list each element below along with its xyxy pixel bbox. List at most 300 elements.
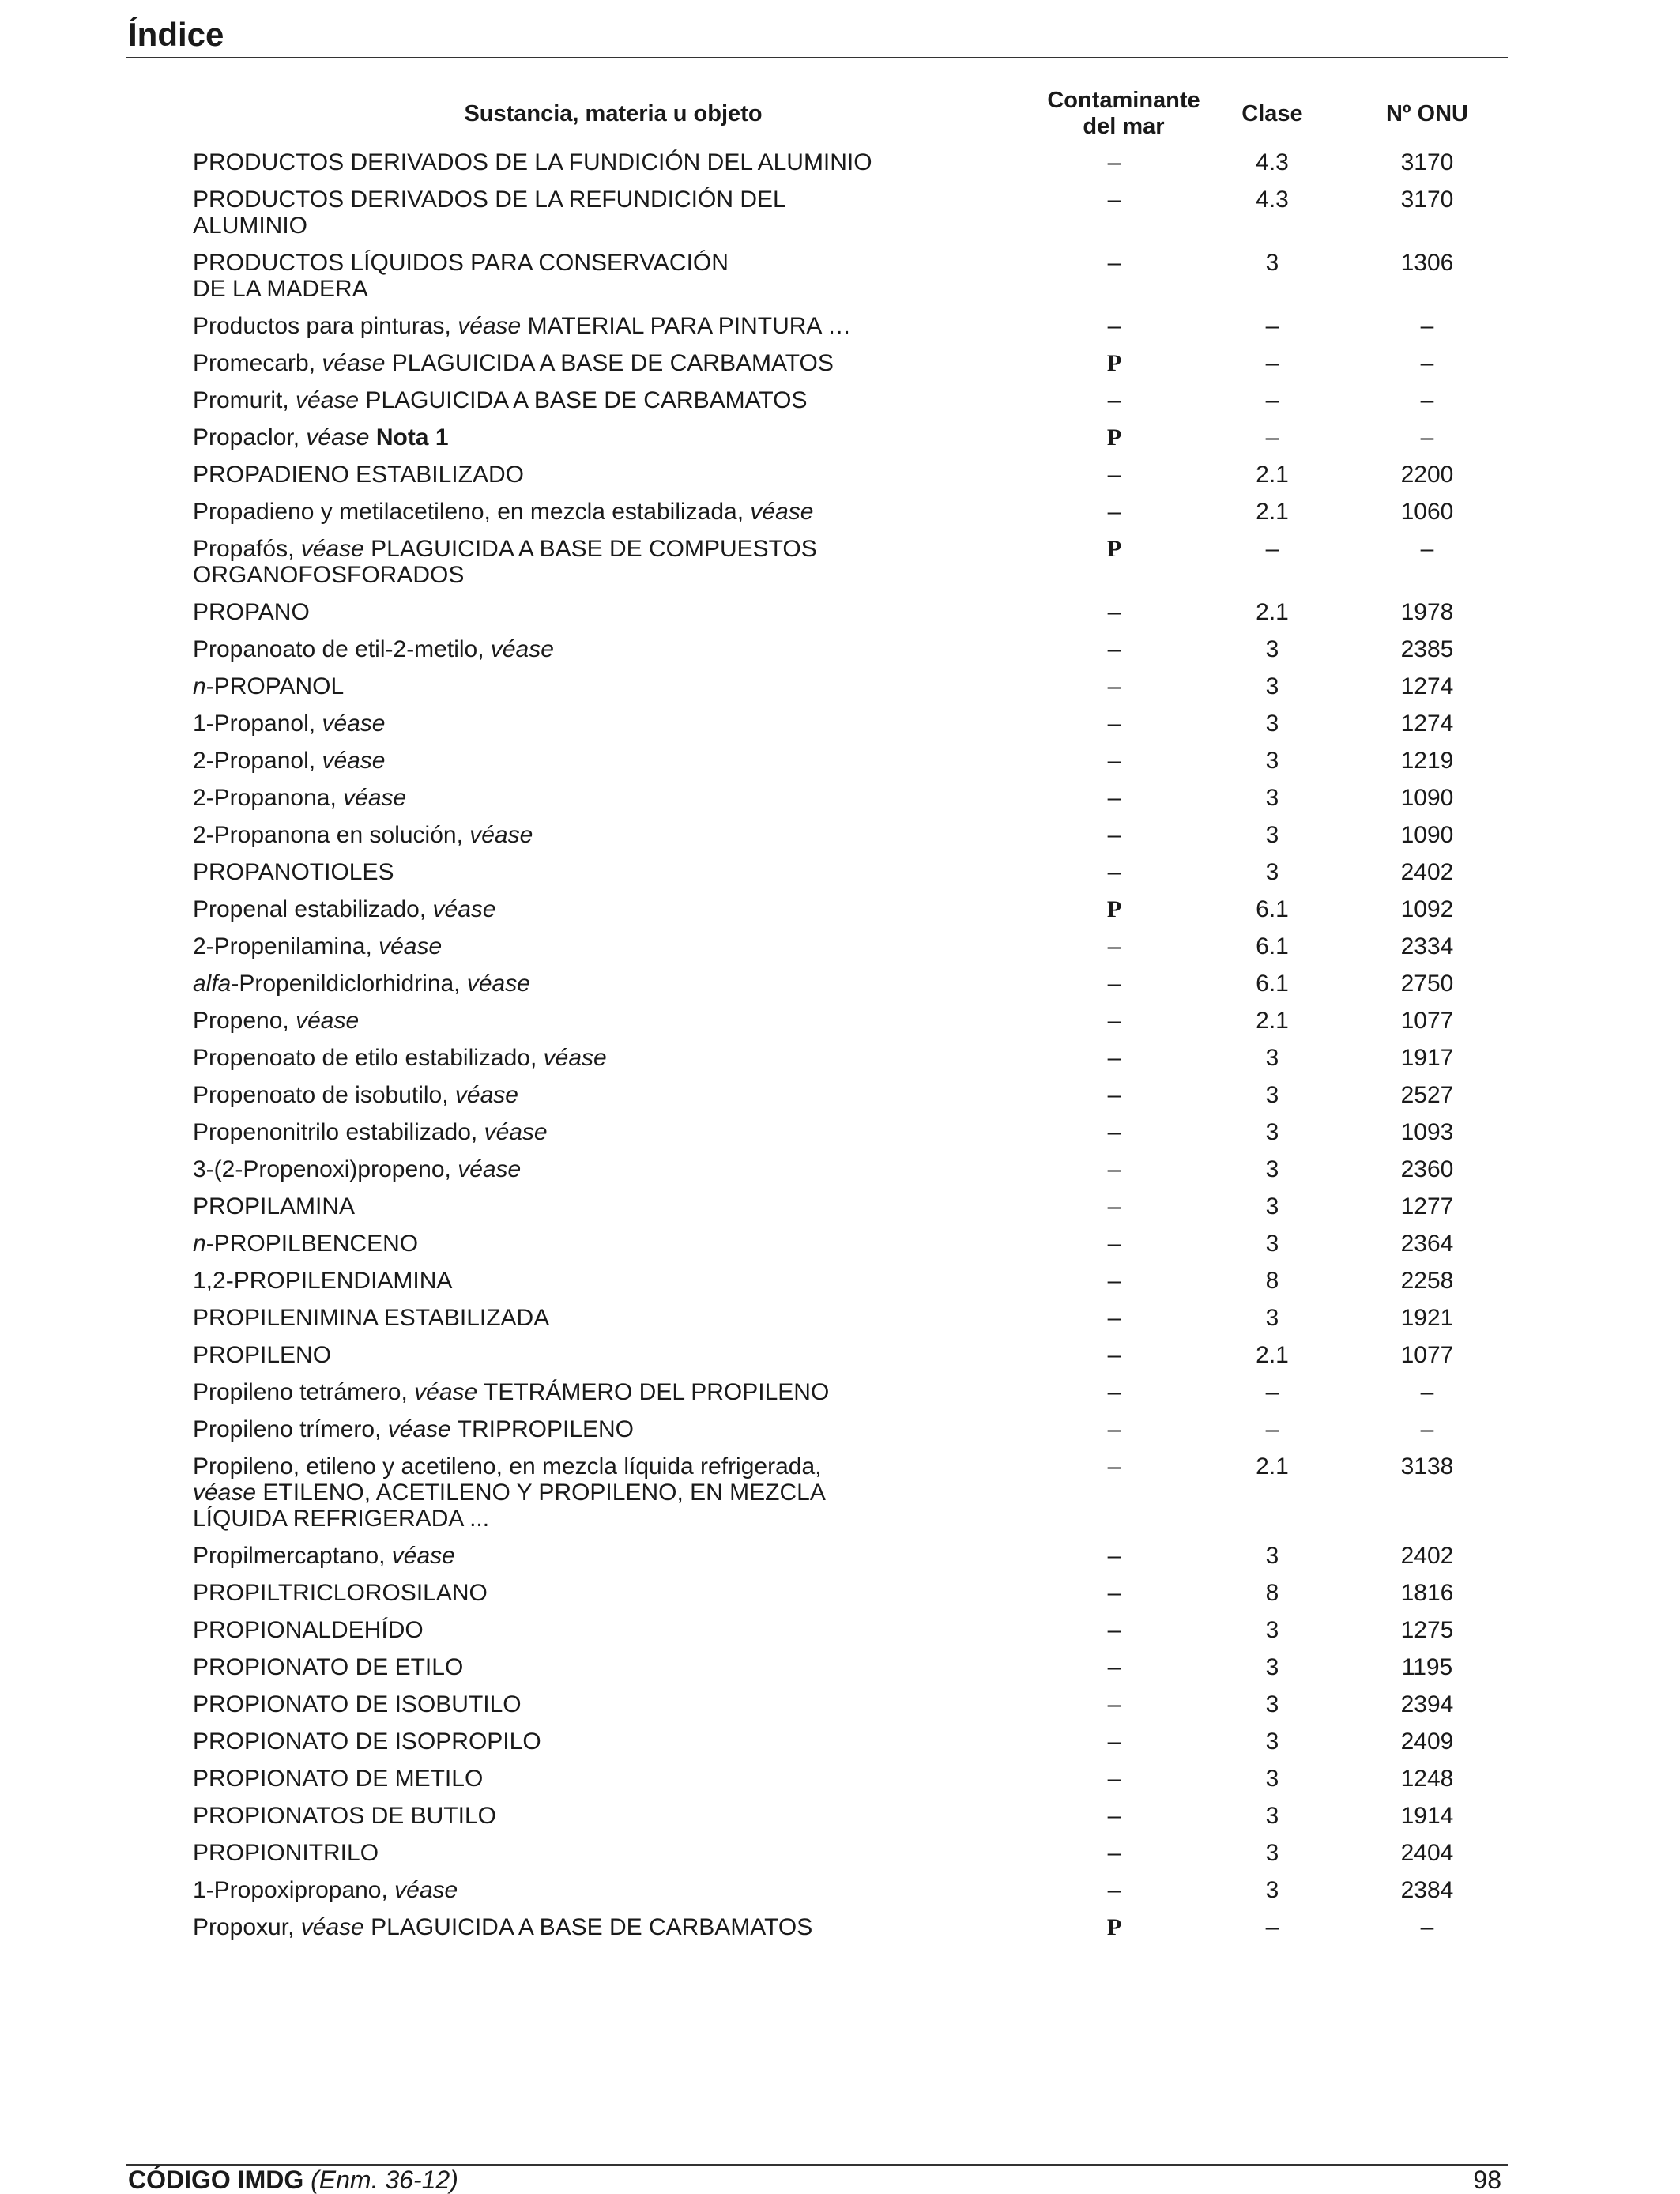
class-cell: 3 <box>1265 1193 1279 1220</box>
substance-name <box>193 1268 888 1294</box>
substance-name <box>193 149 888 175</box>
substance-text: TETRÁMERO DEL PROPILENO <box>477 1379 830 1405</box>
class-cell: 3 <box>1265 1119 1279 1145</box>
substance-text: Propoxur, <box>193 1914 301 1940</box>
substance-text: PLAGUICIDA A BASE DE CARBAMATOS <box>385 350 834 376</box>
table-row <box>0 1877 1680 1914</box>
un-number-cell: 1917 <box>1400 1045 1454 1071</box>
un-number-cell: 1195 <box>1401 1654 1453 1680</box>
substance-text: alfa <box>193 971 232 997</box>
substance-text: 1,2-PROPILENDIAMINA <box>193 1268 453 1294</box>
substance-name <box>193 1914 888 1940</box>
substance-name <box>193 673 888 699</box>
class-cell: 3 <box>1265 1654 1279 1680</box>
class-cell: 3 <box>1265 1617 1279 1643</box>
un-number-cell: 2402 <box>1400 1543 1454 1569</box>
class-cell: 8 <box>1265 1268 1279 1294</box>
column-header-class: Clase <box>1241 101 1303 126</box>
substance-text: Promurit, <box>193 387 296 413</box>
un-number-cell: 3170 <box>1400 149 1454 175</box>
substance-text: véase <box>394 1877 458 1903</box>
substance-text: PROPANO <box>193 599 310 625</box>
un-number-cell: 2750 <box>1400 971 1454 997</box>
substance-text: n <box>193 1231 206 1257</box>
substance-name <box>193 499 888 525</box>
substance-name <box>193 822 888 848</box>
substance-name <box>193 711 888 737</box>
substance-name <box>193 536 888 588</box>
substance-text: PROPIONATO DE METILO <box>193 1766 484 1792</box>
substance-text: TRIPROPILENO <box>450 1416 635 1442</box>
marine-pollutant-cell: – <box>1107 933 1121 959</box>
substance-text: véase <box>750 499 814 525</box>
substance-text: 2-Propanona en solución, <box>193 822 470 848</box>
table-row <box>0 1045 1680 1082</box>
marine-pollutant-cell: – <box>1107 1803 1121 1829</box>
substance-text: Propileno tetrámero, <box>193 1379 415 1405</box>
class-cell: 3 <box>1265 822 1279 848</box>
footer-code <box>128 2166 458 2194</box>
substance-text: PROPIONATO DE ETILO <box>193 1654 464 1680</box>
substance-name <box>193 859 888 885</box>
substance-text: véase <box>296 1008 360 1034</box>
substance-text: n <box>193 673 206 699</box>
substance-name <box>193 1156 888 1182</box>
substance-name <box>193 462 888 488</box>
table-row <box>0 785 1680 822</box>
class-cell: 3 <box>1265 1543 1279 1569</box>
class-cell: 6.1 <box>1256 896 1289 922</box>
marine-pollutant-cell: – <box>1107 636 1121 662</box>
substance-text: PRODUCTOS DERIVADOS DE LA REFUNDICIÓN DEL ALUMINIO <box>193 187 786 239</box>
class-cell: – <box>1265 350 1279 376</box>
page-title: Índice <box>128 16 224 53</box>
class-cell: – <box>1265 1416 1279 1442</box>
substance-text: ETILENO, ACETILENO Y PROPILENO, EN MEZCLA LÍQUIDA REFRIGERADA ... <box>193 1480 826 1532</box>
substance-text: PRODUCTOS LÍQUIDOS PARA CONSERVACIÓN DE LA MADERA <box>193 250 729 302</box>
un-number-cell: 1077 <box>1400 1342 1454 1368</box>
un-number-cell: 2404 <box>1400 1840 1454 1866</box>
substance-text: véase <box>458 1156 522 1182</box>
substance-name <box>193 1453 888 1532</box>
marine-pollutant-cell: – <box>1107 1543 1121 1569</box>
marine-pollutant-cell: – <box>1107 1008 1121 1034</box>
substance-name <box>193 1082 888 1108</box>
table-row <box>0 599 1680 636</box>
table-row <box>0 822 1680 859</box>
table-row <box>0 1156 1680 1193</box>
table-row <box>0 636 1680 673</box>
un-number-cell: 2258 <box>1400 1268 1454 1294</box>
substance-text: PLAGUICIDA A BASE DE COMPUESTOS ORGANOFOSFORADOS <box>193 536 817 588</box>
table-row <box>0 1008 1680 1045</box>
substance-name <box>193 1342 888 1368</box>
un-number-cell: 1060 <box>1400 499 1454 525</box>
substance-name <box>193 1766 888 1792</box>
un-number-cell: 1921 <box>1400 1305 1454 1331</box>
un-number-cell: 2409 <box>1400 1728 1454 1755</box>
marine-pollutant-cell: – <box>1107 1416 1121 1442</box>
marine-pollutant-cell: – <box>1107 1305 1121 1331</box>
substance-text: PROPIONATO DE ISOPROPILO <box>193 1728 541 1755</box>
class-cell: 3 <box>1265 1803 1279 1829</box>
marine-pollutant-cell: – <box>1107 1342 1121 1368</box>
substance-text: PROPILENIMINA ESTABILIZADA <box>193 1305 550 1331</box>
class-cell: 2.1 <box>1256 1342 1289 1368</box>
un-number-cell: 2384 <box>1400 1877 1454 1903</box>
substance-text: PROPILENO <box>193 1342 332 1368</box>
un-number-cell: – <box>1420 536 1434 562</box>
substance-text: véase <box>193 1480 257 1506</box>
marine-pollutant-cell: – <box>1107 1379 1121 1405</box>
table-row <box>0 1453 1680 1543</box>
substance-text: véase <box>414 1379 478 1405</box>
class-cell: 3 <box>1265 250 1279 276</box>
substance-text: véase <box>458 313 522 339</box>
substance-text: véase <box>379 933 443 959</box>
table-row <box>0 536 1680 599</box>
substance-name <box>193 1379 888 1405</box>
substance-text: PROPANOTIOLES <box>193 859 394 885</box>
substance-name <box>193 748 888 774</box>
table-row <box>0 1231 1680 1268</box>
un-number-cell: 2527 <box>1400 1082 1454 1108</box>
substance-text: -Propenildiclorhidrina, <box>231 971 467 997</box>
un-number-cell: 2200 <box>1400 462 1454 488</box>
substance-text: Propilmercaptano, <box>193 1543 392 1569</box>
class-cell: 2.1 <box>1256 1453 1289 1480</box>
table-row <box>0 250 1680 313</box>
un-number-cell: – <box>1420 313 1434 339</box>
marine-pollutant-cell: – <box>1107 711 1121 737</box>
table-row <box>0 350 1680 387</box>
substance-text: Propafós, <box>193 536 301 562</box>
un-number-cell: – <box>1420 1914 1434 1940</box>
substance-name <box>193 1008 888 1034</box>
class-cell: 3 <box>1265 785 1279 811</box>
class-cell: 4.3 <box>1256 149 1289 175</box>
class-cell: 2.1 <box>1256 1008 1289 1034</box>
substance-text: véase <box>543 1045 607 1071</box>
class-cell: 3 <box>1265 711 1279 737</box>
marine-pollutant-cell: – <box>1107 748 1121 774</box>
table-row <box>0 1617 1680 1654</box>
un-number-cell: 1275 <box>1400 1617 1454 1643</box>
marine-pollutant-cell: P <box>1106 350 1122 376</box>
substance-text: véase <box>306 424 370 450</box>
substance-text: PROPIONATOS DE BUTILO <box>193 1803 496 1829</box>
table-row <box>0 1580 1680 1617</box>
table-row <box>0 1379 1680 1416</box>
un-number-cell: 2394 <box>1400 1691 1454 1717</box>
substance-name <box>193 636 888 662</box>
substance-text: véase <box>454 1082 518 1108</box>
class-cell: 3 <box>1265 1728 1279 1755</box>
class-cell: 6.1 <box>1256 971 1289 997</box>
table-row <box>0 499 1680 536</box>
table-row <box>0 1268 1680 1305</box>
un-number-cell: 1093 <box>1400 1119 1454 1145</box>
substance-text: Propaclor, <box>193 424 307 450</box>
marine-pollutant-cell: – <box>1107 1453 1121 1480</box>
substance-text: Propanoato de etil-2-metilo, <box>193 636 491 662</box>
marine-pollutant-cell: P <box>1106 1914 1122 1940</box>
table-row <box>0 1691 1680 1728</box>
un-number-cell: 1248 <box>1400 1766 1454 1792</box>
class-cell: 3 <box>1265 1840 1279 1866</box>
table-row <box>0 896 1680 933</box>
substance-name <box>193 1543 888 1569</box>
class-cell: 3 <box>1265 859 1279 885</box>
substance-text: véase <box>484 1119 548 1145</box>
substance-name <box>193 1193 888 1220</box>
class-cell: 3 <box>1265 673 1279 699</box>
table-row <box>0 1342 1680 1379</box>
substance-text: Propenonitrilo estabilizado, <box>193 1119 484 1145</box>
class-cell: 3 <box>1265 636 1279 662</box>
footer-amendment: (Enm. 36-12) <box>311 2166 458 2194</box>
table-row <box>0 313 1680 350</box>
table-row <box>0 859 1680 896</box>
marine-pollutant-cell: – <box>1107 822 1121 848</box>
substance-text: 1-Propoxipropano, <box>193 1877 395 1903</box>
substance-text: véase <box>296 387 360 413</box>
un-number-cell: – <box>1420 387 1434 413</box>
substance-text: véase <box>300 536 364 562</box>
substance-text: PLAGUICIDA A BASE DE CARBAMATOS <box>359 387 808 413</box>
marine-pollutant-cell: – <box>1107 149 1121 175</box>
class-cell: 3 <box>1265 1231 1279 1257</box>
substance-name <box>193 896 888 922</box>
substance-text: véase <box>490 636 554 662</box>
class-cell: 3 <box>1265 1691 1279 1717</box>
substance-name <box>193 1231 888 1257</box>
table-row <box>0 1543 1680 1580</box>
substance-text: 2-Propenilamina, <box>193 933 379 959</box>
un-number-cell: 1077 <box>1400 1008 1454 1034</box>
substance-text: Nota 1 <box>375 424 449 450</box>
substance-text: véase <box>469 822 533 848</box>
substance-name <box>193 313 888 339</box>
marine-pollutant-cell: – <box>1107 1580 1121 1606</box>
substance-text: 2-Propanona, <box>193 785 344 811</box>
marine-pollutant-cell: – <box>1107 599 1121 625</box>
table-row <box>0 1654 1680 1691</box>
substance-text: Propeno, <box>193 1008 296 1034</box>
substance-name <box>193 971 888 997</box>
substance-text: PROPILAMINA <box>193 1193 356 1220</box>
substance-text: véase <box>343 785 407 811</box>
table-row <box>0 187 1680 250</box>
class-cell: 2.1 <box>1256 462 1289 488</box>
marine-pollutant-cell: – <box>1107 499 1121 525</box>
table-row <box>0 933 1680 971</box>
table-row <box>0 1840 1680 1877</box>
un-number-cell: – <box>1420 1416 1434 1442</box>
substance-name <box>193 1728 888 1755</box>
un-number-cell: 1978 <box>1400 599 1454 625</box>
marine-pollutant-cell: – <box>1107 1119 1121 1145</box>
marine-pollutant-cell: – <box>1107 1654 1121 1680</box>
class-cell: 3 <box>1265 1082 1279 1108</box>
table-row <box>0 673 1680 711</box>
table-row <box>0 462 1680 499</box>
substance-text: PROPIONITRILO <box>193 1840 379 1866</box>
marine-pollutant-cell: – <box>1107 673 1121 699</box>
substance-name <box>193 250 888 302</box>
substance-text: véase <box>391 1543 455 1569</box>
class-cell: 3 <box>1265 1877 1279 1903</box>
column-header-un-number: Nº ONU <box>1385 101 1469 126</box>
table-row <box>0 1766 1680 1803</box>
table-row <box>0 149 1680 187</box>
substance-text: 3-(2-Propenoxi)propeno, <box>193 1156 458 1182</box>
substance-text: Propenoato de etilo estabilizado, <box>193 1045 544 1071</box>
class-cell: 2.1 <box>1256 599 1289 625</box>
footer-code-name: CÓDIGO IMDG <box>128 2166 304 2194</box>
substance-text: véase <box>322 748 386 774</box>
substance-text: Propadieno y metilacetileno, en mezcla estabilizada, <box>193 499 751 525</box>
un-number-cell: 1090 <box>1400 822 1454 848</box>
substance-text: véase <box>322 711 386 737</box>
substance-name <box>193 1617 888 1643</box>
marine-pollutant-cell: – <box>1107 462 1121 488</box>
substance-text: Propileno trímero, <box>193 1416 388 1442</box>
substance-text: Productos para pinturas, <box>193 313 458 339</box>
class-cell: 6.1 <box>1256 933 1289 959</box>
marine-pollutant-cell: – <box>1107 785 1121 811</box>
table-row <box>0 1305 1680 1342</box>
table-row <box>0 1914 1680 1951</box>
class-cell: 3 <box>1265 1045 1279 1071</box>
marine-pollutant-cell: – <box>1107 1231 1121 1257</box>
marine-pollutant-cell: – <box>1107 1766 1121 1792</box>
substance-name <box>193 1877 888 1903</box>
un-number-cell: 2360 <box>1400 1156 1454 1182</box>
table-row <box>0 387 1680 424</box>
marine-pollutant-cell: – <box>1107 1268 1121 1294</box>
marine-pollutant-cell: – <box>1107 859 1121 885</box>
substance-text: 1-Propanol, <box>193 711 322 737</box>
substance-name <box>193 1305 888 1331</box>
marine-pollutant-cell: – <box>1107 187 1121 213</box>
substance-name <box>193 599 888 625</box>
un-number-cell: 2364 <box>1400 1231 1454 1257</box>
page-number: 98 <box>1473 2166 1501 2194</box>
index-table <box>0 149 1680 1951</box>
un-number-cell: 1219 <box>1400 748 1454 774</box>
substance-name <box>193 1580 888 1606</box>
substance-text: PLAGUICIDA A BASE DE CARBAMATOS <box>363 1914 813 1940</box>
substance-text: PROPADIENO ESTABILIZADO <box>193 462 524 488</box>
substance-name <box>193 1045 888 1071</box>
substance-name <box>193 1803 888 1829</box>
table-row <box>0 424 1680 462</box>
table-row <box>0 1416 1680 1453</box>
un-number-cell: 1090 <box>1400 785 1454 811</box>
class-cell: – <box>1265 313 1279 339</box>
table-row <box>0 711 1680 748</box>
substance-text: Propenoato de isobutilo, <box>193 1082 455 1108</box>
substance-text: véase <box>300 1914 364 1940</box>
substance-name <box>193 387 888 413</box>
substance-text: PRODUCTOS DERIVADOS DE LA FUNDICIÓN DEL ALUMINIO <box>193 149 872 175</box>
substance-text: -PROPILBENCENO <box>205 1231 419 1257</box>
class-cell: 4.3 <box>1256 187 1289 213</box>
table-row <box>0 1082 1680 1119</box>
substance-text: véase <box>466 971 530 997</box>
un-number-cell: 1914 <box>1400 1803 1454 1829</box>
un-number-cell: 1274 <box>1400 673 1454 699</box>
substance-name <box>193 933 888 959</box>
un-number-cell: 2385 <box>1400 636 1454 662</box>
class-cell: – <box>1265 536 1279 562</box>
un-number-cell: 1277 <box>1400 1193 1454 1220</box>
table-row <box>0 748 1680 785</box>
marine-pollutant-cell: – <box>1107 971 1121 997</box>
marine-pollutant-cell: – <box>1107 1156 1121 1182</box>
table-row <box>0 971 1680 1008</box>
substance-text: véase <box>432 896 496 922</box>
marine-pollutant-cell: – <box>1107 1691 1121 1717</box>
substance-name <box>193 350 888 376</box>
class-cell: – <box>1265 1379 1279 1405</box>
substance-name <box>193 1654 888 1680</box>
un-number-cell: 2334 <box>1400 933 1454 959</box>
substance-text: Propileno, etileno y acetileno, en mezcla líquida refrigerada, <box>193 1453 822 1480</box>
substance-name <box>193 1416 888 1442</box>
substance-text: -PROPANOL <box>205 673 345 699</box>
un-number-cell: 1306 <box>1400 250 1454 276</box>
class-cell: 2.1 <box>1256 499 1289 525</box>
marine-pollutant-cell: P <box>1106 536 1122 562</box>
substance-name <box>193 785 888 811</box>
class-cell: 3 <box>1265 1156 1279 1182</box>
substance-text: PROPIONATO DE ISOBUTILO <box>193 1691 522 1717</box>
table-row <box>0 1119 1680 1156</box>
substance-name <box>193 187 888 239</box>
un-number-cell: – <box>1420 424 1434 450</box>
substance-text: véase <box>322 350 386 376</box>
un-number-cell: 1816 <box>1400 1580 1454 1606</box>
substance-name <box>193 1840 888 1866</box>
header-rule <box>126 57 1508 58</box>
substance-name <box>193 1119 888 1145</box>
substance-text: 2-Propanol, <box>193 748 322 774</box>
class-cell: 3 <box>1265 748 1279 774</box>
marine-pollutant-cell: – <box>1107 1617 1121 1643</box>
substance-text: PROPILTRICLOROSILANO <box>193 1580 488 1606</box>
table-row <box>0 1803 1680 1840</box>
marine-pollutant-cell: – <box>1107 250 1121 276</box>
class-cell: – <box>1265 1914 1279 1940</box>
substance-text: véase <box>387 1416 451 1442</box>
marine-pollutant-cell: – <box>1107 1877 1121 1903</box>
substance-text: Promecarb, <box>193 350 322 376</box>
substance-text: MATERIAL PARA PINTURA … <box>521 313 852 339</box>
class-cell: 8 <box>1265 1580 1279 1606</box>
un-number-cell: – <box>1420 1379 1434 1405</box>
marine-pollutant-cell: P <box>1106 896 1122 922</box>
substance-name <box>193 424 888 450</box>
substance-name <box>193 1691 888 1717</box>
class-cell: 3 <box>1265 1766 1279 1792</box>
marine-pollutant-cell: – <box>1107 1082 1121 1108</box>
un-number-cell: – <box>1420 350 1434 376</box>
class-cell: – <box>1265 387 1279 413</box>
class-cell: 3 <box>1265 1305 1279 1331</box>
un-number-cell: 1274 <box>1400 711 1454 737</box>
